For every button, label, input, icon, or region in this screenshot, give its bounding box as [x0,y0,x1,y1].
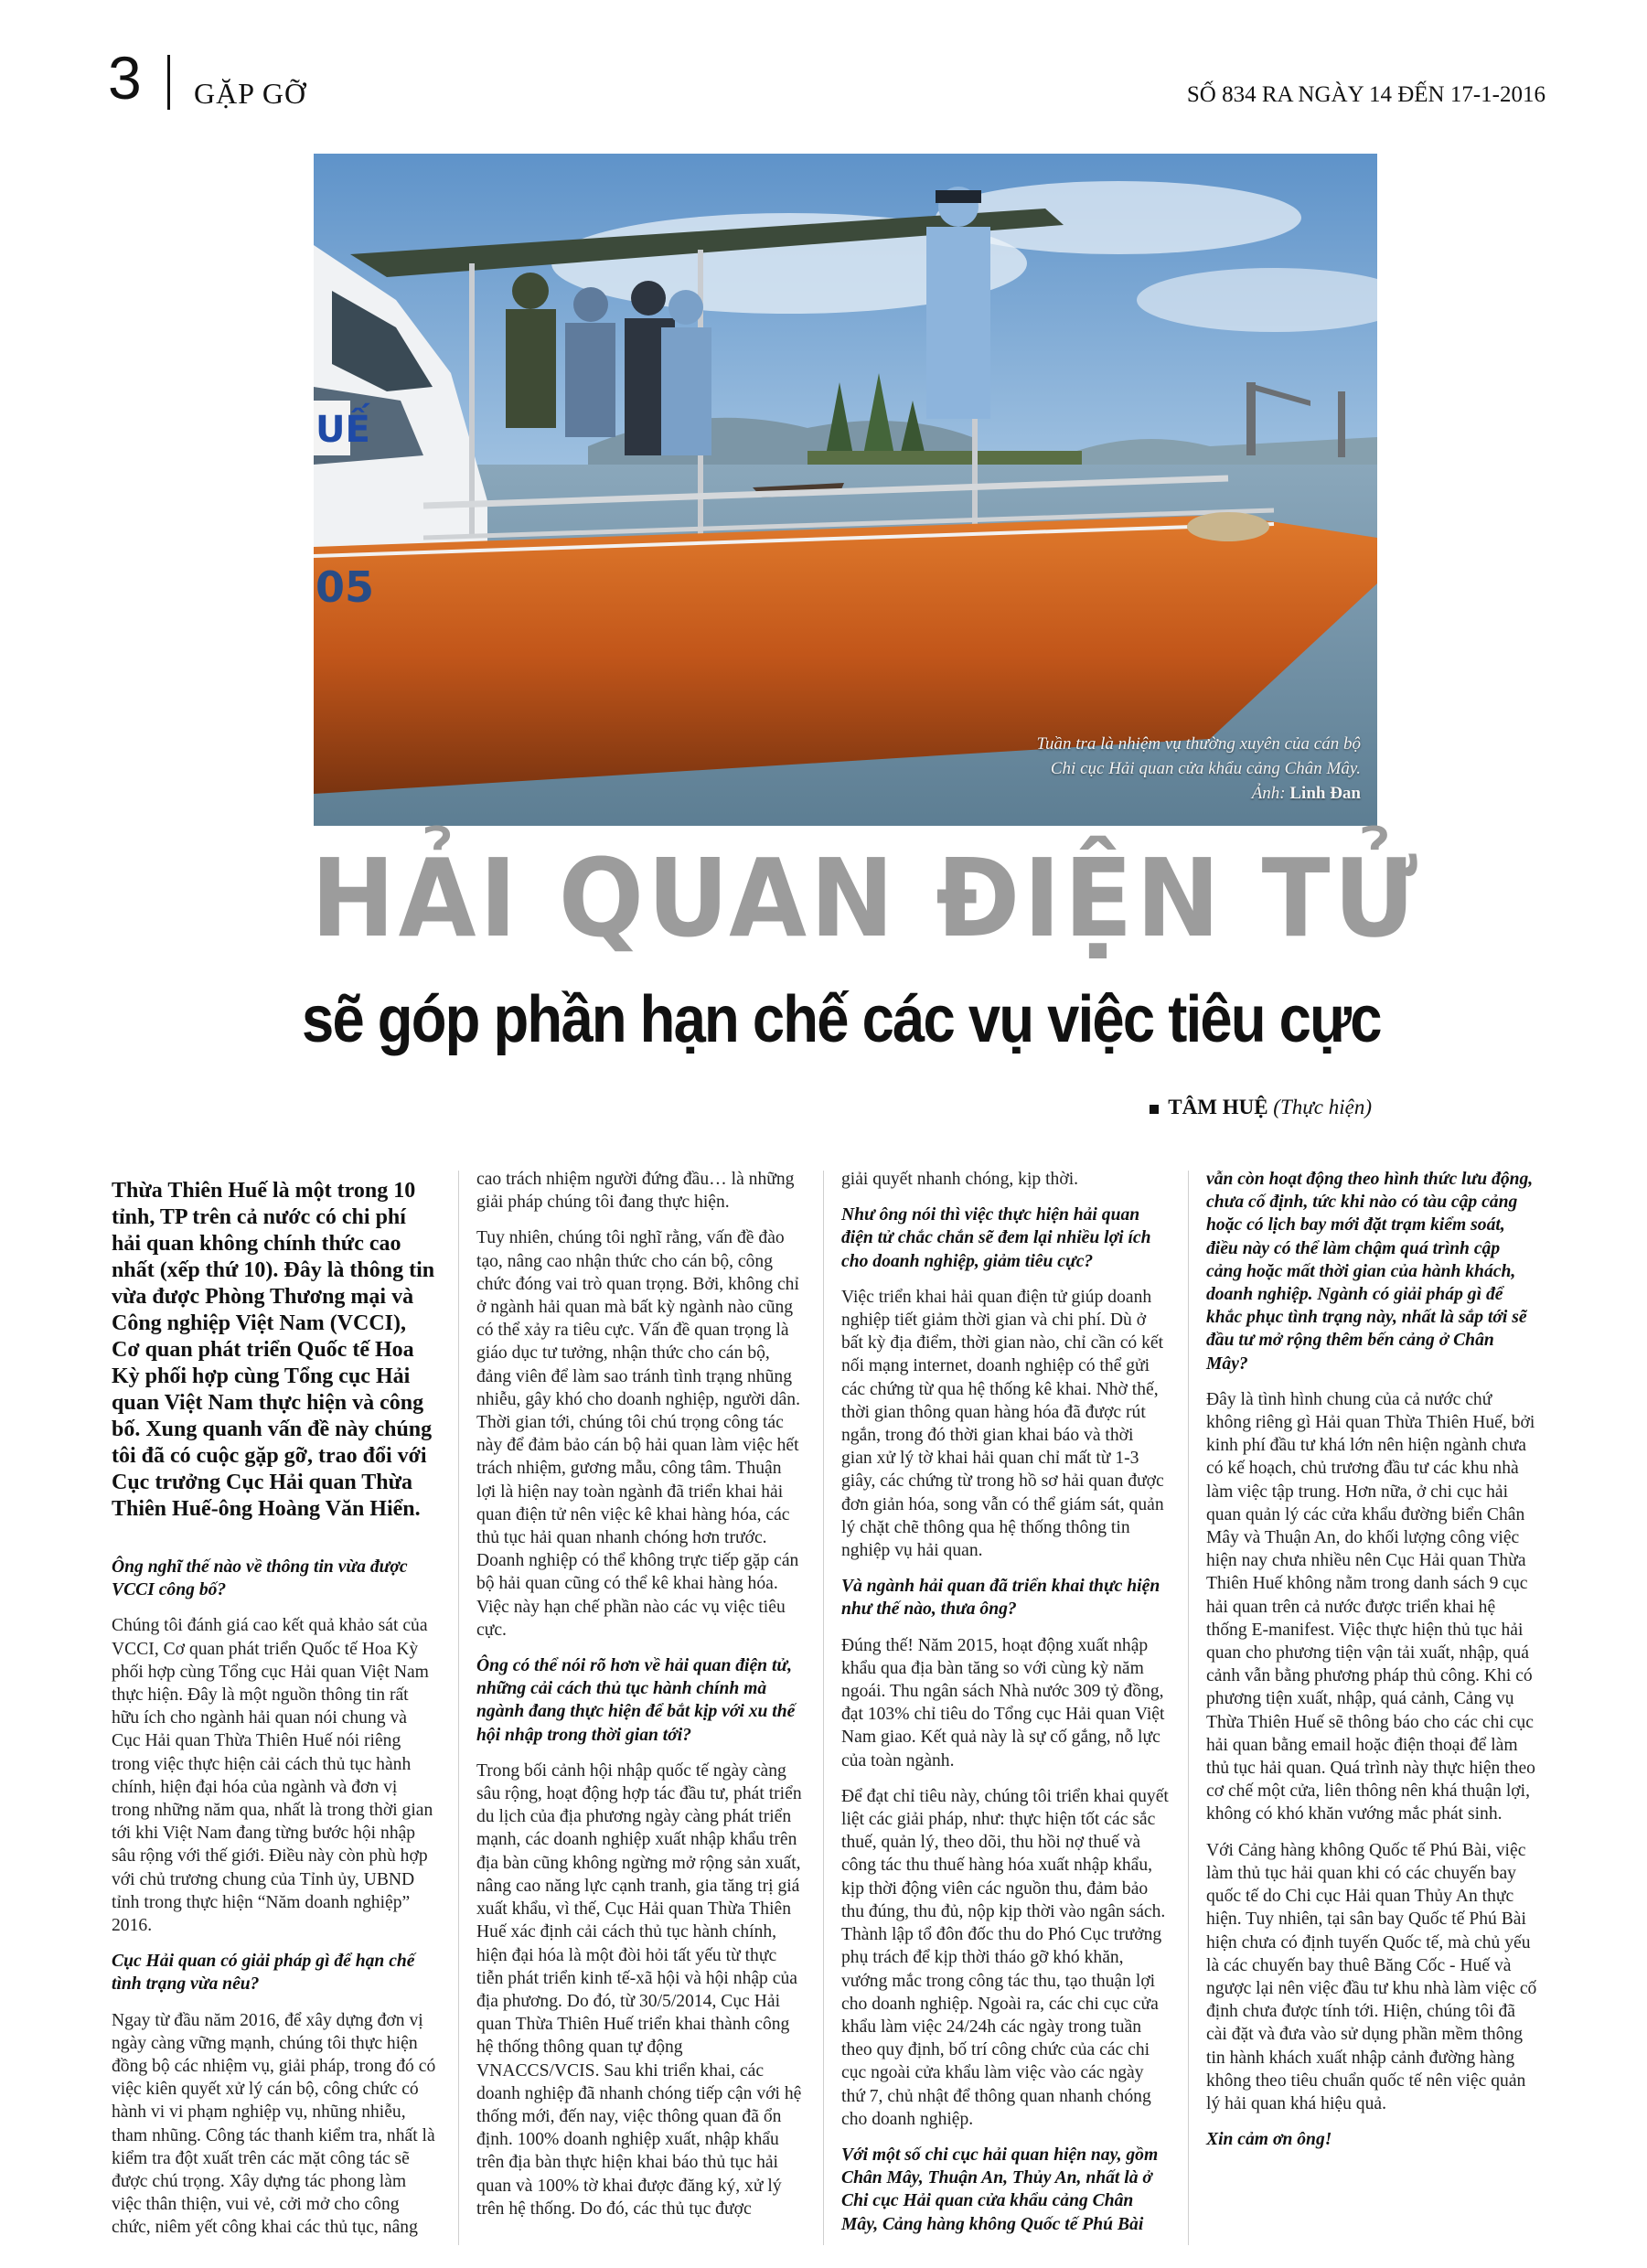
article-paragraph: Việc triển khai hải quan điện tử giúp doanh nghiệp tiết giảm thời gian và chi phí. Dù ở bất kỳ địa điểm, thời gian nào, chỉ cần có kết nối mạng internet, doanh nghiệp có thể gửi các chứng từ qua hệ thống kê khai. Nhờ thế, thời gian thông quan hàng hóa đã được rút ngắn, trong đó thời gian khai báo và thời gian xử lý tờ khai hải quan chỉ mất từ 1-3 giây, các chứng từ trong hồ sơ hải quan được đơn giản hóa, song vẫn có thể giám sát, quản lý chặt chẽ thông qua hệ thống thông tin nghiệp vụ hải quan. [841,1287,1164,1561]
article-paragraph: Để đạt chỉ tiêu này, chúng tôi triển khai quyết liệt các giải pháp, như: thực hiện tốt các sắc thuế, quản lý, theo dõi, thu hồi nợ thuế và công tác thu thuế hàng hóa xuất nhập khẩu, kịp thời động viên các nguồn thu, đảm bảo thu đúng, thu đủ, nộp kịp thời vào ngân sách. Thành lập tổ đôn đốc thu do Phó Cục trưởng phụ trách để kịp thời tháo gỡ khó khăn, vướng mắc trong công tác thu, tạo thuận lợi cho doanh nghiệp. Ngoài ra, các chi cục cửa khẩu làm việc 24/24h các ngày trong tuần theo quy định, bố trí công chức của các chi cục ngoài cửa khẩu làm việc vào các ngày thứ 7, chủ nhật để thông quan nhanh chóng cho doanh nghiệp. [841,1786,1169,2129]
photo-credit-prefix: Ảnh: [1251,784,1286,803]
byline-role: (Thực hiện) [1273,1096,1372,1118]
photo-caption [931,732,1361,806]
article-column-1 [112,1178,439,2252]
boat-marking-text: UẾ [315,409,370,451]
page-number: 3 [108,44,142,112]
byline-author: TÂM HUỆ [1168,1096,1268,1118]
interview-question: Và ngành hải quan đã triển khai thực hiện như thế nào, thưa ông? [841,1577,1160,1620]
byline-bullet [1150,1105,1159,1114]
article-lead: Thừa Thiên Huế là một trong 10 tỉnh, TP trên cả nước có chi phí hải quan không chính thức cao nhất (xếp thứ 10). Đây là thông tin vừa được Phòng Thương mại và Công nghiệp Việt Nam (VCCI), Cơ quan phát triển Quốc tế Hoa Kỳ phối hợp cùng Tổng cục Hải quan Việt Nam thực hiện và công bố. Xung quanh vấn đề này chúng tôi đã có cuộc gặp gỡ, trao đổi với Cục trưởng Cục Hải quan Thừa Thiên Huế-ông Hoàng Văn Hiển. [112,1179,435,1521]
interview-question: Xin cảm ơn ông! [1206,2130,1332,2150]
article-paragraph: Tuy nhiên, chúng tôi nghĩ rằng, vấn đề đào tạo, nâng cao nhận thức cho cán bộ, công chức đóng vai trò quan trọng. Bởi, không chỉ ở ngành hải quan mà bất kỳ ngành nào cũng có thể xảy ra tiêu cực. Vấn đề quan trọng là giáo dục tư tưởng, nhận thức cho cán bộ, đảng viên để làm sao tránh tình trạng nhũng nhiễu, gây khó cho doanh nghiệp, người dân. Thời gian tới, chúng tôi chú trọng công tác này để đảm bảo cán bộ hải quan làm việc hết trách nhiệm, gương mẫu, công tâm. Thuận lợi là hiện nay toàn ngành đã triển khai hải quan điện tử nên việc kê khai hàng hóa, các thủ tục hải quan nhanh chóng hơn trước. Doanh nghiệp có thể không trực tiếp gặp cán bộ hải quan cũng có thể kê khai hàng hóa. Việc này hạn chế phần nào các vụ việc tiêu cực. [476,1228,801,1640]
section-name: GẶP GỠ [194,77,307,110]
photo-credit [931,781,1361,806]
caption-line-2: Chi cục Hải quan cửa khẩu cảng Chân Mây. [1050,759,1361,778]
article-paragraph: Đúng thế! Năm 2015, hoạt động xuất nhập khẩu qua địa bàn tăng so với cùng kỳ năm ngoái. Thu ngân sách Nhà nước 309 tỷ đồng, đạt 103% chỉ tiêu do Tổng cục Hải quan Việt Nam giao. Kết quả này là sự cố gắng, nỗ lực của toàn ngành. [841,1635,1165,1771]
interview-question: Cục Hải quan có giải pháp gì để hạn chế tình trạng vừa nêu? [112,1952,415,1995]
interview-question: vẫn còn hoạt động theo hình thức lưu động, chưa cố định, tức khi nào có tàu cập cảng hoặc có lịch bay mới đặt trạm kiểm soát, điều này có thể làm chậm quá trình cập cảng hoặc mất thời gian của hành khách, doanh nghiệp. Ngành có giải pháp gì để khắc phục tình trạng này, nhất là sắp tới sẽ đầu tư mở rộng thêm bến cảng ở Chân Mây? [1206,1170,1534,1374]
article-paragraph: Đây là tình hình chung của cả nước chứ không riêng gì Hải quan Thừa Thiên Huế, bởi kinh phí đầu tư khá lớn nên hiện ngành chưa có kế hoạch, chủ trương đầu tư các khu nhà làm việc tập trung. Hơn nữa, ở chi cục hải quan quản lý các cửa khẩu đường biển Chân Mây và Thuận An, do khối lượng công việc hiện nay chưa nhiều nên Cục Hải quan Thừa Thiên Huế không nằm trong danh sách 9 cục hải quan trên cả nước được triển khai hệ thống E-manifest. Việc thực hiện thủ tục hải quan cho phương tiện vận tải xuất, nhập, quá cảnh vẫn bằng phương pháp thủ công. Khi có phương tiện xuất, nhập, quá cảnh, Cảng vụ Thừa Thiên Huế sẽ thông báo cho các chi cục hải quan bằng email hoặc điện thoại để làm thủ tục hải quan. Quá trình này thực hiện theo cơ chế một cửa, liên thông nên khá thuận lợi, không có khó khăn vướng mắc phát sinh. [1206,1389,1535,1824]
boat-hull-number: 05 [315,562,375,612]
article-paragraph: cao trách nhiệm người đứng đầu… là những giải pháp chúng tôi đang thực hiện. [476,1170,795,1213]
article-paragraph: Ngay từ đầu năm 2016, để xây dựng đơn vị ngày càng vững mạnh, chúng tôi thực hiện đồng bộ các nhiệm vụ, giải pháp, trong đó có việc kiên quyết xử lý cán bộ, công chức có hành vi vi phạm nghiệp vụ, nhũng nhiễu, tham nhũng. Công tác thanh kiểm tra, nhất là kiểm tra đột xuất trên các mặt công tác sẽ được chú trọng. Xây dựng tác phong làm việc thân thiện, vui vẻ, cởi mở cho công chức, niêm yết công khai các thủ tục, nâng [112,2010,436,2238]
article-column-2 [476,1168,804,2233]
interview-question: Như ông nói thì việc thực hiện hải quan điện tử chắc chắn sẽ đem lại nhiều lợi ích cho doanh nghiệp, giảm tiêu cực? [841,1205,1151,1271]
header-divider [167,55,170,110]
lead-photo [314,154,1377,826]
article-paragraph: giải quyết nhanh chóng, kịp thời. [841,1170,1079,1189]
caption-line-1: Tuần tra là nhiệm vụ thường xuyên của cán bộ [1036,734,1361,754]
headline: HẢI QUAN ĐIỆN TỬ [311,835,1421,961]
column-divider [1188,1171,1189,2245]
issue-info: SỐ 834 RA NGÀY 14 ĐẾN 17-1-2016 [1186,82,1545,107]
article-paragraph: Trong bối cảnh hội nhập quốc tế ngày càng sâu rộng, hoạt động hợp tác đầu tư, phát triển du lịch của địa phương ngày càng phát triển mạnh, các doanh nghiệp xuất nhập khẩu trên địa bàn cũng không ngừng mở rộng sản xuất, nâng cao năng lực cạnh tranh, gia tăng trị giá xuất khẩu, vì thế, Cục Hải quan Thừa Thiên Huế xác định cải cách thủ tục hành chính, hiện đại hóa là một đòi hỏi tất yếu từ thực tiễn phát triển kinh tế-xã hội và hội nhập của địa phương. Do đó, từ 30/5/2014, Cục Hải quan Thừa Thiên Huế triển khai thành công hệ thống thông quan tự động VNACCS/VCIS. Sau khi triển khai, các doanh nghiệp đã nhanh chóng tiếp cận với hệ thống mới, đến nay, việc thông quan đã ổn định. 100% doanh nghiệp xuất, nhập khẩu trên địa bàn thực hiện khai báo thủ tục hải quan và 100% tờ khai được đăng ký, xử lý trên hệ thống. Do đó, các thủ tục được [476,1760,802,2219]
article-paragraph: Chúng tôi đánh giá cao kết quả khảo sát của VCCI, Cơ quan phát triển Quốc tế Hoa Kỳ phối hợp cùng Tổng cục Hải quan Việt Nam thực hiện. Đây là một nguồn thông tin rất hữu ích cho ngành hải quan nói chung và Cục Hải quan Thừa Thiên Huế nói riêng trong việc thực hiện cải cách thủ tục hành chính, hiện đại hóa của ngành và đơn vị trong những năm qua, nhất là trong thời gian tới khi Việt Nam đang từng bước hội nhập sâu rộng với thế giới. Điều này còn phù hợp với chủ trương chung của Tỉnh ủy, UBND tỉnh trong thực hiện “Năm doanh nghiệp” 2016. [112,1616,433,1936]
subheadline: sẽ góp phần hạn chế các vụ việc tiêu cực [302,983,1381,1056]
byline [969,1096,1372,1119]
interview-question: Ông nghĩ thế nào về thông tin vừa được VCCI công bố? [112,1557,408,1600]
article-column-4 [1206,1168,1540,2164]
column-divider [458,1171,459,2245]
interview-question: Với một số chi cục hải quan hiện nay, gồm Chân Mây, Thuận An, Thủy An, nhất là ở Chi cục Hải quan cửa khẩu cảng Chân Mây, Cảng hàng không Quốc tế Phú Bài [841,2145,1159,2234]
photo-credit-name: Linh Đan [1289,784,1361,803]
article-paragraph: Với Cảng hàng không Quốc tế Phú Bài, việc làm thủ tục hải quan khi có các chuyến bay quốc tế do Chi cục Hải quan Thủy An thực hiện. Tuy nhiên, tại sân bay Quốc tế Phú Bài hiện chưa có định tuyến Quốc tế, mà chủ yếu là các chuyến bay thuê Băng Cốc - Huế và ngược lại nên việc đầu tư khu nhà làm việc cố định chưa được tính tới. Hiện, chúng tôi đã cài đặt và đưa vào sử dụng phần mềm thông tin hành khách xuất nhập cảnh đường hàng không theo tiêu chuẩn quốc tế nên việc quản lý hải quan khá hiệu quả. [1206,1840,1537,2113]
article-column-3 [841,1168,1169,2249]
interview-question: Ông có thể nói rõ hơn về hải quan điện tử, những cải cách thủ tục hành chính mà ngành đang thực hiện để bắt kịp với xu thế hội nhập trong thời gian tới? [476,1656,796,1745]
customs-patrol-boat-illustration [314,154,1377,826]
column-divider [823,1171,824,2245]
